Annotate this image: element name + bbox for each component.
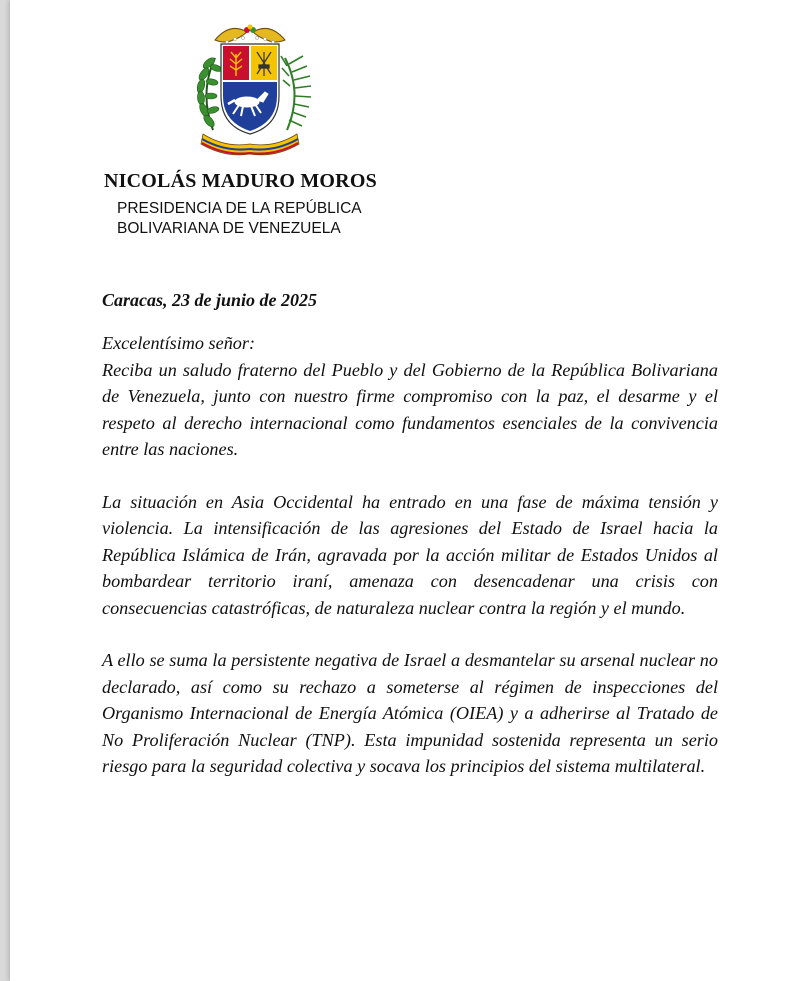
- dateline: Caracas, 23 de junio de 2025: [102, 290, 318, 310]
- office-title: [117, 199, 362, 239]
- salutation: Excelentísimo señor:: [102, 333, 256, 353]
- letter-body: [102, 330, 718, 806]
- paragraph-1: Reciba un saludo fraterno del Pueblo y del Gobierno de la República Bolivariana de Venezuela, junto con nuestro firme compromiso con la paz, el desarme y el respeto al derecho internacional como fundamentos esenciales de la convivencia entre las naciones.: [102, 359, 718, 459]
- paragraph-3: A ello se suma la persistente negativa de Israel a desmantelar su arsenal nuclear no declarado, así como su rechazo a someterse al régimen de inspecciones del Organismo Internacional de Energía Atómica (OIEA) y a adherirse al Tratado de No Proliferación Nuclear (TNP). Esta impunidad sostenida representa un serio riesgo para la seguridad colectiva y socava los principios del sistema multilateral.: [102, 650, 718, 776]
- coat-of-arms-icon: [185, 18, 315, 168]
- paragraph-2: La situación en Asia Occidental ha entrado en una fase de máxima tensión y violencia. La intensificación de las agresiones del Estado de Israel hacia la República Islámica de Irán, agravada por la acción militar de Estados Unidos al bombardear territorio iraní, amenaza con desencadenar una crisis con consecuencias catastróficas, de naturaleza nuclear contra la región y el mundo.: [102, 491, 718, 618]
- office-line-2: BOLIVARIANA DE VENEZUELA: [117, 220, 341, 237]
- office-line-1: PRESIDENCIA DE LA REPÚBLICA: [117, 200, 362, 217]
- author-name: NICOLÁS MADURO MOROS: [104, 170, 377, 192]
- letter-page: [10, 0, 800, 981]
